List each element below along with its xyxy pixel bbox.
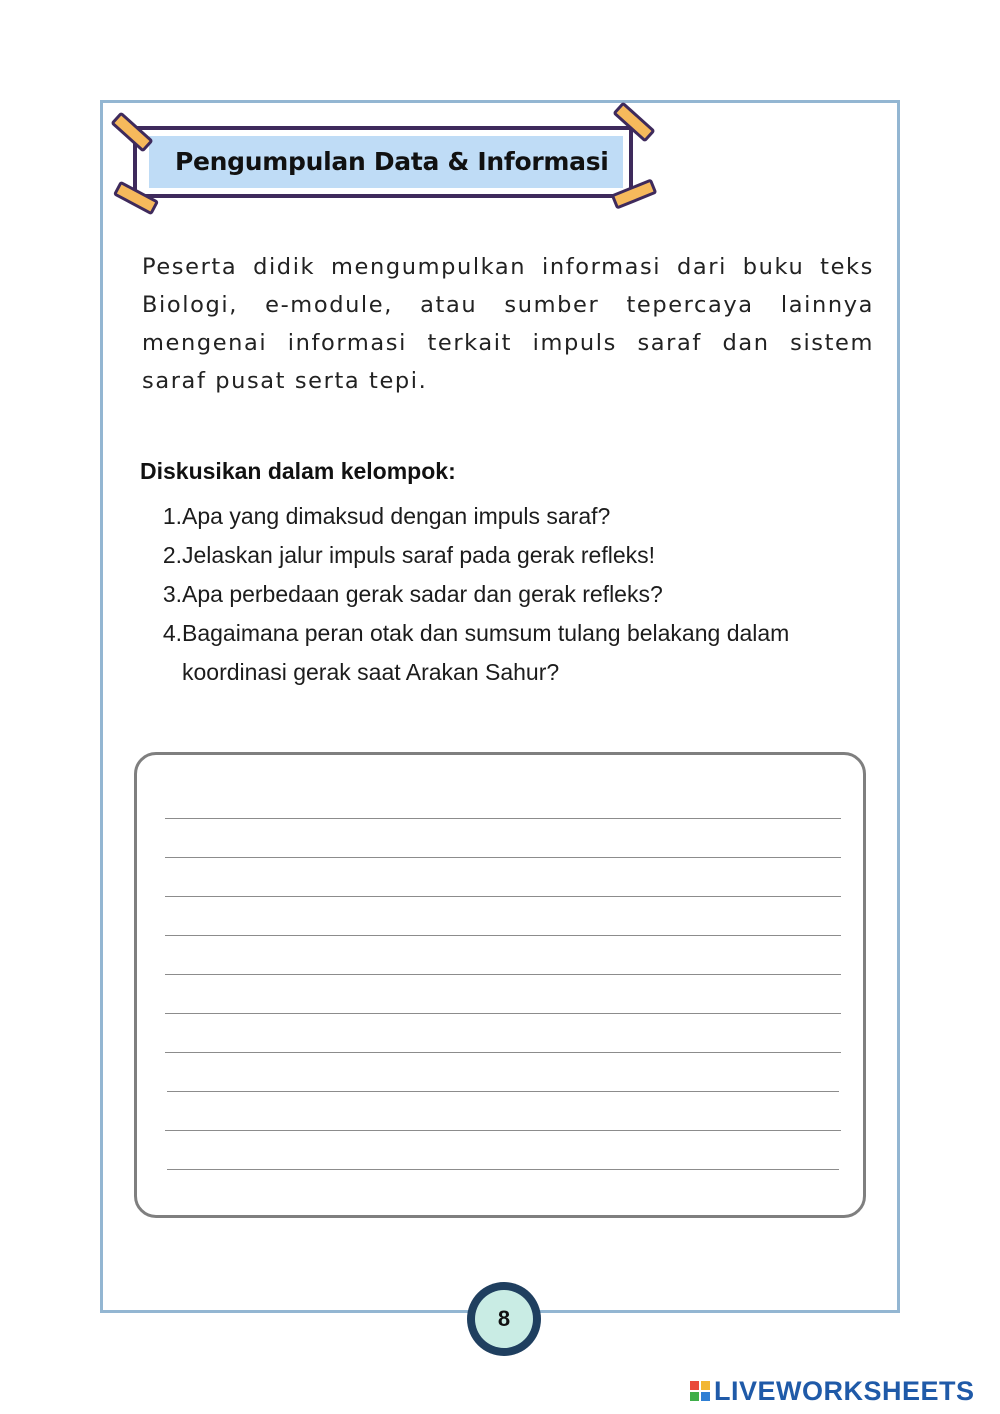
- answer-line[interactable]: [167, 1091, 839, 1092]
- intro-paragraph: Peserta didik mengumpulkan informasi dari buku teks Biologi, e-module, atau sumber tepercaya lainnya mengenai informasi terkait impuls saraf dan sistem saraf pusat serta tepi.: [142, 254, 874, 394]
- answer-line[interactable]: [165, 1052, 841, 1053]
- question-item: [156, 614, 886, 692]
- question-text: Apa yang dimaksud dengan impuls saraf?: [182, 503, 611, 529]
- answer-line[interactable]: [165, 935, 841, 936]
- answer-line[interactable]: [167, 1169, 839, 1170]
- question-text: Jelaskan jalur impuls saraf pada gerak refleks!: [182, 542, 656, 568]
- question-list: [156, 497, 886, 692]
- answer-line[interactable]: [165, 818, 841, 819]
- liveworksheets-brand-text: LIVEWORKSHEETS: [714, 1375, 975, 1406]
- answer-line[interactable]: [165, 1013, 841, 1014]
- question-number: 4.: [162, 620, 182, 646]
- question-number: 3.: [162, 581, 182, 607]
- liveworksheets-logo: [690, 1374, 975, 1408]
- question-text: Apa perbedaan gerak sadar dan gerak refleks?: [182, 581, 663, 607]
- answer-box[interactable]: [134, 752, 866, 1218]
- question-text: Bagaimana peran otak dan sumsum tulang belakang dalam koordinasi gerak saat Arakan Sahur?: [182, 620, 790, 685]
- title-banner: [133, 126, 633, 198]
- page-number-badge: [467, 1282, 541, 1356]
- discussion-title: Diskusikan dalam kelompok:: [140, 458, 456, 484]
- answer-line[interactable]: [165, 896, 841, 897]
- question-number: 2.: [162, 542, 182, 568]
- page-number: 8: [475, 1290, 533, 1348]
- question-item: [156, 497, 886, 536]
- page-title: Pengumpulan Data & Informasi: [175, 147, 609, 176]
- question-item: [156, 575, 886, 614]
- answer-line[interactable]: [165, 857, 841, 858]
- question-number: 1.: [162, 503, 182, 529]
- answer-line[interactable]: [165, 1130, 841, 1131]
- question-item: [156, 536, 886, 575]
- liveworksheets-logo-icon: [690, 1381, 710, 1401]
- answer-line[interactable]: [165, 974, 841, 975]
